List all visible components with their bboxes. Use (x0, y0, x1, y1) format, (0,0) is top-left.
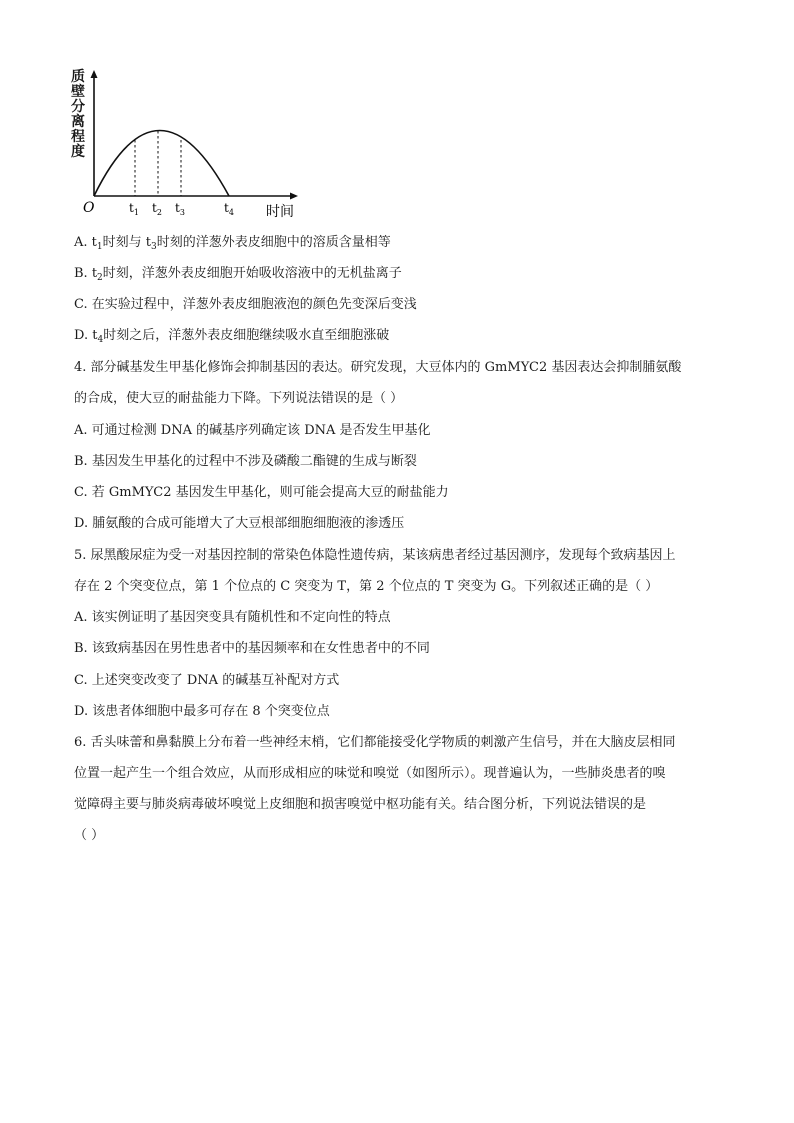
q3-option-d: D. $t_4$时刻之后，洋葱外表皮细胞继续吸水直至细胞涨破 (74, 328, 390, 345)
y-axis-arrow (91, 70, 98, 78)
tick-t2: $t_2$ (152, 201, 162, 217)
q5-option-b: B. 该致病基因在男性患者中的基因频率和在女性患者中的不同 (74, 641, 430, 656)
x-axis-label: 时间 (266, 204, 294, 220)
q4-option-c: C. 若 GmMYC2 基因发生甲基化，则可能会提高大豆的耐盐能力 (74, 485, 449, 500)
q5-option-d: D. 该患者体细胞中最多可存在 8 个突变位点 (74, 704, 330, 719)
tick-t4: $t_4$ (224, 201, 234, 217)
q3-option-a: A. $t_1$时刻与 $t_3$时刻的洋葱外表皮细胞中的溶质含量相等 (74, 235, 391, 252)
q5-option-a: A. 该实例证明了基因突变具有随机性和不定向性的特点 (74, 610, 391, 625)
plasmolysis-graph (70, 68, 310, 228)
q3-option-b: B. $t_2$时刻，洋葱外表皮细胞开始吸收溶液中的无机盐离子 (74, 266, 402, 283)
q6-stem-line2: 位置一起产生一个组合效应，从而形成相应的味觉和嗅觉（如图所示）。现普遍认为，一些肺炎患者的嗅 (74, 766, 666, 781)
q6-stem-line3: 觉障碍主要与肺炎病毒破坏嗅觉上皮细胞和损害嗅觉中枢功能有关。结合图分析，下列说法错误的是 (74, 797, 647, 812)
plasmolysis-curve (94, 131, 229, 197)
tick-t3: $t_3$ (175, 201, 185, 217)
q4-option-d: D. 脯氨酸的合成可能增大了大豆根部细胞细胞液的渗透压 (74, 516, 405, 531)
q5-option-c: C. 上述突变改变了 DNA 的碱基互补配对方式 (74, 673, 340, 688)
origin-label: O (83, 200, 95, 216)
x-axis-arrow (290, 193, 298, 200)
tick-t1: $t_1$ (129, 201, 139, 217)
q6-stem-line1: 6. 舌头味蕾和鼻黏膜上分布着一些神经末梢，它们都能接受化学物质的刺激产生信号，并在大脑皮层相同 (74, 735, 676, 750)
q4-option-b: B. 基因发生甲基化的过程中不涉及磷酸二酯键的生成与断裂 (74, 454, 417, 469)
q4-stem-line2: 的合成，使大豆的耐盐能力下降。下列说法错误的是（ ） (74, 391, 404, 406)
q6-stem-line4: （ ） (74, 828, 105, 843)
q4-option-a: A. 可通过检测 DNA 的碱基序列确定该 DNA 是否发生甲基化 (74, 423, 431, 438)
q5-stem-line2: 存在 2 个突变位点，第 1 个位点的 C 突变为 T，第 2 个位点的 T 突变为 G。下列叙述正确的是（ ） (74, 579, 659, 594)
q3-option-c: C. 在实验过程中，洋葱外表皮细胞液泡的颜色先变深后变浅 (74, 297, 417, 312)
q5-stem-line1: 5. 尿黑酸尿症为受一对基因控制的常染色体隐性遗传病，某该病患者经过基因测序，发现每个致病基因上 (74, 548, 676, 563)
q4-stem-line1: 4. 部分碱基发生甲基化修饰会抑制基因的表达。研究发现，大豆体内的 GmMYC2 基因表达会抑制脯氨酸 (74, 360, 682, 375)
y-axis-label: 质 壁 分 离 程 度 (71, 69, 85, 160)
